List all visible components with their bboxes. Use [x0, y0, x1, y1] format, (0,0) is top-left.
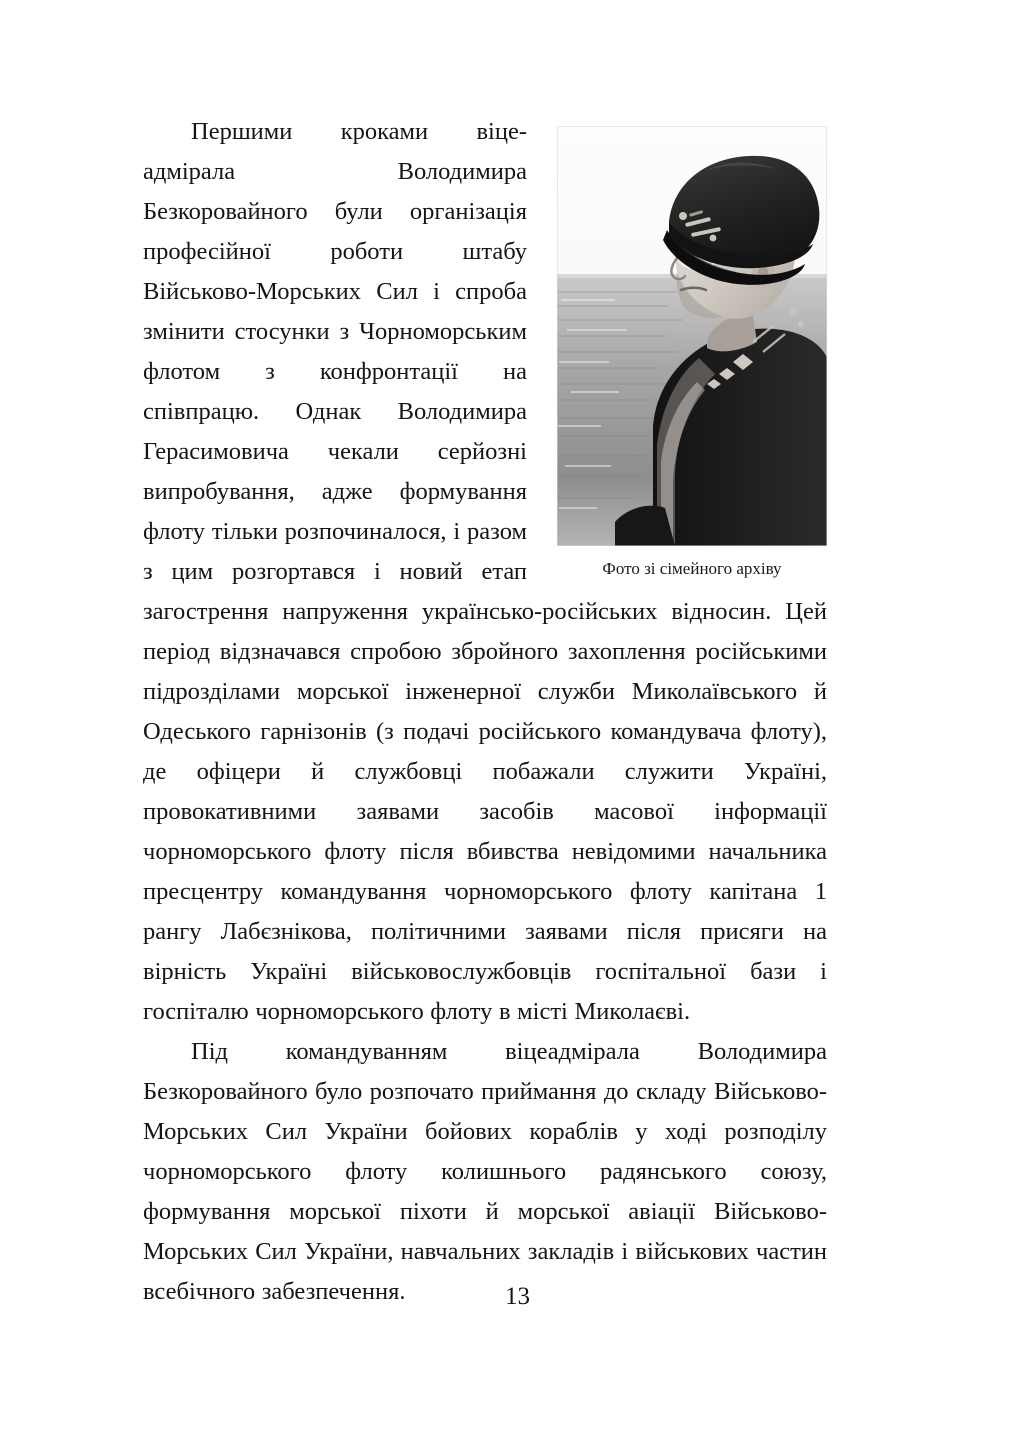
- paragraph-2: Під командуванням віцеадмірала Володимира Безкоровайного було розпочато приймання до складу Військово-Морських Сил України бойових кораблів у ході розподілу чорноморського флоту колишнього радянського союзу, формування морської піхоти й морської авіації Військово-Морських Сил України, навчальних закладів і військових частин всебічного забезпечення.: [143, 1038, 827, 1305]
- photo-image: [557, 126, 827, 546]
- figure-caption: Фото зі сімейного архіву: [602, 559, 782, 578]
- page-number: 13: [505, 1283, 530, 1310]
- figure-family-photo: [557, 126, 827, 579]
- paragraph-1: Першими кроками віце-адмірала Володимира Безкоровайного були організація професійної роботи штабу Військово-Морських Сил і спроба змінити стосунки з Чорноморським флотом з конфронтації на співпрацю. Однак Володимира Герасимовича чекали серйозні випробування, адже формування флоту тільки розпочиналося, і разом з цим розгортався і новий етап загострення напруження українсько-російських відносин. Цей період відзначався спробою збройного захоплення російськими підрозділами морської інженерної служби Миколаївського й Одеського гарнізонів (з подачі російського командувача флоту), де офіцери й службовці побажали служити Україні, провокативними заявами засобів масової інформації чорноморського флоту після вбивства невідомими начальника пресцентру командування чорноморського флоту капітана 1 рангу Лабєзнікова, політичними заявами після присяги на вірність Україні військовослужбовців госпітальної бази і госпіталю чорноморського флоту в місті Миколаєві.: [143, 118, 827, 1025]
- page-content: [143, 112, 827, 1312]
